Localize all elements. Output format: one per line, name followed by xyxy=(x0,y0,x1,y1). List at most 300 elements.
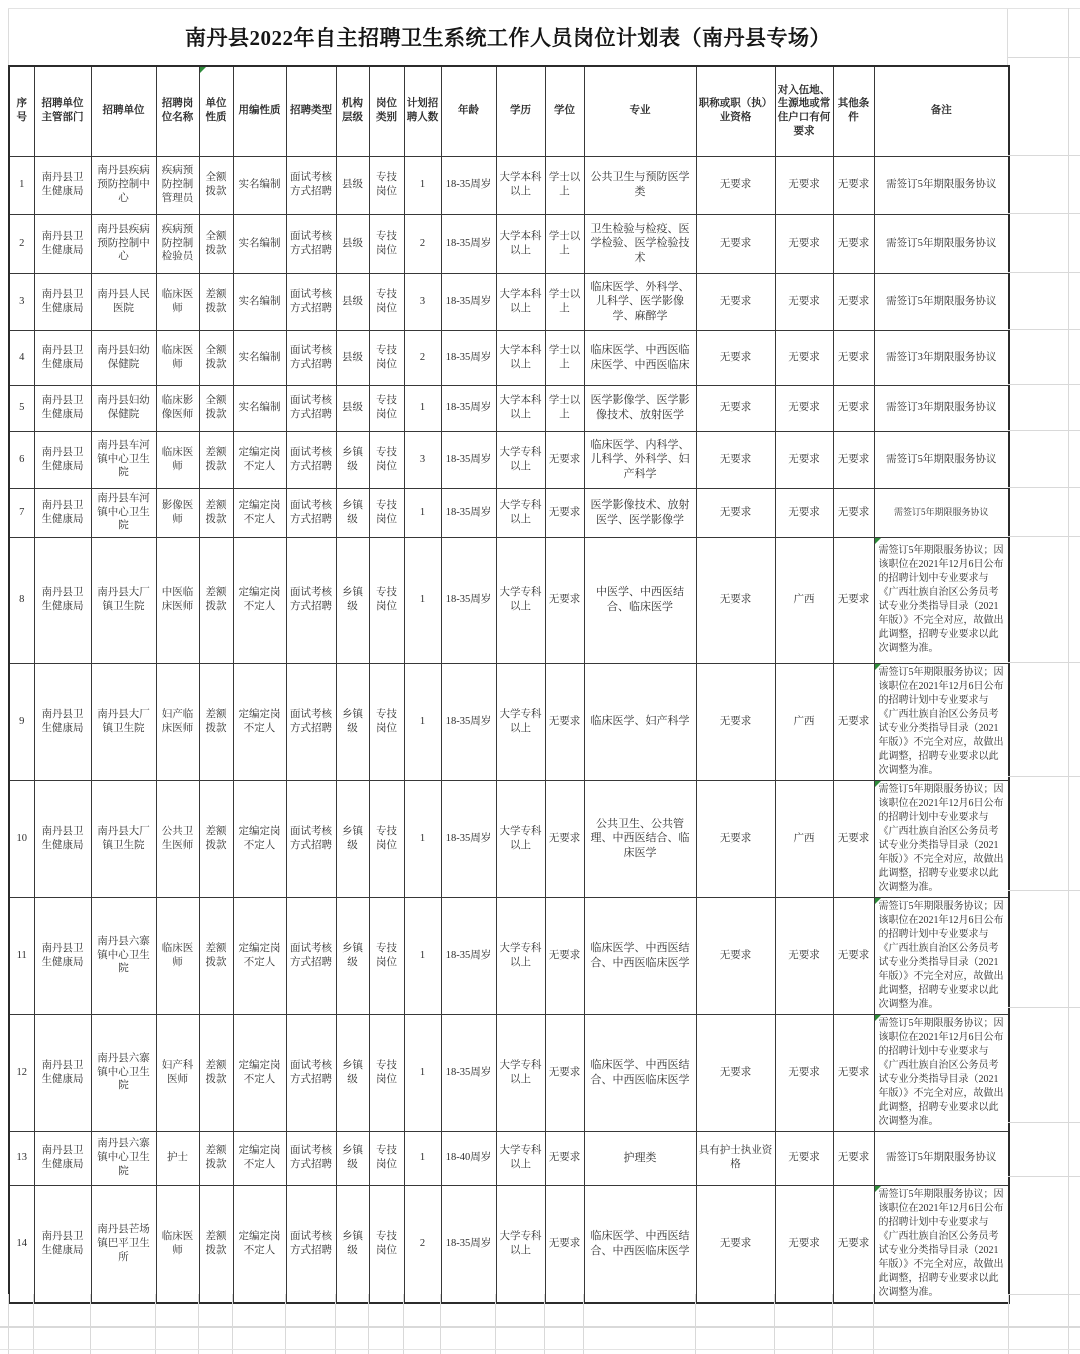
table-row xyxy=(9,385,1009,431)
cell-no: 10 xyxy=(9,780,34,897)
cell-staffing: 实名编制 xyxy=(233,156,286,214)
header-cell-edu: 学历 xyxy=(496,66,545,156)
cell-staffing: 实名编制 xyxy=(233,385,286,431)
table-row xyxy=(9,330,1009,385)
faint-gridline xyxy=(0,1326,1080,1328)
cell-marker-icon xyxy=(875,664,881,670)
cell-other: 无要求 xyxy=(833,156,874,214)
cell-unit_nature: 全额拨款 xyxy=(199,214,233,273)
header-row xyxy=(9,66,1009,156)
header-cell-qual: 职称或职（执）业资格 xyxy=(696,66,775,156)
cell-remark: 需签订5年期限服务协议；因该职位在2021年12月6日公布的招聘计划中专业要求与《广西壮族自治区公务员考试专业分类指导目录（2021年版）》不完全对应，故做出此调整，招聘专业要求以此次调整为准。 xyxy=(874,663,1009,780)
cell-degree: 学士以上 xyxy=(545,214,584,273)
cell-residency: 无要求 xyxy=(775,431,833,488)
cell-degree: 无要求 xyxy=(545,537,584,663)
cell-count: 1 xyxy=(404,663,441,780)
faint-gridline xyxy=(1008,890,1080,891)
cell-residency: 无要求 xyxy=(775,1131,833,1185)
cell-other: 无要求 xyxy=(833,537,874,663)
cell-qual: 无要求 xyxy=(696,663,775,780)
cell-qual: 无要求 xyxy=(696,1014,775,1131)
cell-dept: 南丹县卫生健康局 xyxy=(34,214,91,273)
cell-marker-icon xyxy=(200,67,206,73)
faint-gridline xyxy=(1008,487,1080,488)
cell-dept: 南丹县卫生健康局 xyxy=(34,1185,91,1303)
faint-gridline xyxy=(368,1294,369,1354)
cell-count: 1 xyxy=(404,488,441,537)
cell-rec_type: 面试考核方式招聘 xyxy=(286,897,336,1014)
cell-remark: 需签订3年期限服务协议 xyxy=(874,385,1009,431)
cell-unit_nature: 差额拨款 xyxy=(199,1014,233,1131)
cell-position: 疾病预防控制管理员 xyxy=(156,156,199,214)
cell-edu: 大学专科以上 xyxy=(496,488,545,537)
table-row xyxy=(9,663,1009,780)
cell-unit: 南丹县妇幼保健院 xyxy=(91,385,156,431)
cell-level: 乡镇级 xyxy=(336,1131,369,1185)
faint-gridline xyxy=(90,1294,91,1354)
faint-gridline xyxy=(1068,8,1069,1354)
faint-gridline xyxy=(1008,1122,1080,1123)
cell-age: 18-35周岁 xyxy=(441,1014,496,1131)
cell-count: 1 xyxy=(404,1014,441,1131)
cell-major: 临床医学、中西医结合、中西医临床医学 xyxy=(584,1185,696,1303)
header-cell-count: 计划招聘人数 xyxy=(404,66,441,156)
cell-edu: 大学本科以上 xyxy=(496,214,545,273)
cell-level: 乡镇级 xyxy=(336,431,369,488)
cell-major: 公共卫生、公共管理、中西医结合、临床医学 xyxy=(584,780,696,897)
cell-edu: 大学专科以上 xyxy=(496,1185,545,1303)
cell-level: 乡镇级 xyxy=(336,1185,369,1303)
cell-major: 临床医学、妇产科学 xyxy=(584,663,696,780)
cell-position: 影像医师 xyxy=(156,488,199,537)
cell-dept: 南丹县卫生健康局 xyxy=(34,488,91,537)
cell-rec_type: 面试考核方式招聘 xyxy=(286,780,336,897)
cell-age: 18-35周岁 xyxy=(441,330,496,385)
cell-rec_type: 面试考核方式招聘 xyxy=(286,214,336,273)
cell-degree: 学士以上 xyxy=(545,330,584,385)
faint-gridline xyxy=(232,1294,233,1354)
faint-gridline xyxy=(198,1294,199,1354)
cell-residency: 无要求 xyxy=(775,385,833,431)
cell-dept: 南丹县卫生健康局 xyxy=(34,156,91,214)
cell-major: 护理类 xyxy=(584,1131,696,1185)
cell-position: 妇产科医师 xyxy=(156,1014,199,1131)
cell-no: 2 xyxy=(9,214,34,273)
cell-residency: 无要求 xyxy=(775,330,833,385)
cell-qual: 无要求 xyxy=(696,897,775,1014)
cell-level: 乡镇级 xyxy=(336,1014,369,1131)
cell-major: 临床医学、外科学、儿科学、医学影像学、麻醉学 xyxy=(584,273,696,330)
cell-marker-icon xyxy=(875,781,881,787)
cell-age: 18-35周岁 xyxy=(441,663,496,780)
cell-edu: 大学专科以上 xyxy=(496,663,545,780)
cell-no: 7 xyxy=(9,488,34,537)
header-cell-remark: 备注 xyxy=(874,66,1009,156)
cell-unit_nature: 差额拨款 xyxy=(199,780,233,897)
cell-rec_type: 面试考核方式招聘 xyxy=(286,330,336,385)
cell-unit: 南丹县大厂镇卫生院 xyxy=(91,780,156,897)
faint-gridline xyxy=(1008,1294,1009,1354)
cell-no: 3 xyxy=(9,273,34,330)
faint-gridline xyxy=(495,1294,496,1354)
cell-level: 县级 xyxy=(336,156,369,214)
cell-remark: 需签订5年期限服务协议；因该职位在2021年12月6日公布的招聘计划中专业要求与《广西壮族自治区公务员考试专业分类指导目录（2021年版）》不完全对应，故做出此调整，招聘专业要求以此次调整为准。 xyxy=(874,780,1009,897)
cell-age: 18-35周岁 xyxy=(441,385,496,431)
cell-rec_type: 面试考核方式招聘 xyxy=(286,156,336,214)
cell-count: 1 xyxy=(404,385,441,431)
cell-post_cat: 专技岗位 xyxy=(369,156,404,214)
cell-count: 1 xyxy=(404,780,441,897)
faint-gridline xyxy=(335,1294,336,1354)
cell-staffing: 定编定岗不定人 xyxy=(233,1185,286,1303)
cell-position: 疾病预防控制检验员 xyxy=(156,214,199,273)
cell-rec_type: 面试考核方式招聘 xyxy=(286,431,336,488)
cell-remark: 需签订5年期限服务协议 xyxy=(874,156,1009,214)
cell-degree: 无要求 xyxy=(545,663,584,780)
faint-gridline xyxy=(1008,776,1080,777)
cell-staffing: 定编定岗不定人 xyxy=(233,431,286,488)
cell-post_cat: 专技岗位 xyxy=(369,273,404,330)
header-cell-degree: 学位 xyxy=(545,66,584,156)
cell-post_cat: 专技岗位 xyxy=(369,897,404,1014)
recruitment-table xyxy=(8,65,1010,1304)
cell-residency: 无要求 xyxy=(775,488,833,537)
header-cell-unit: 招聘单位 xyxy=(91,66,156,156)
cell-unit_nature: 差额拨款 xyxy=(199,537,233,663)
cell-post_cat: 专技岗位 xyxy=(369,1185,404,1303)
cell-age: 18-35周岁 xyxy=(441,897,496,1014)
cell-no: 1 xyxy=(9,156,34,214)
cell-dept: 南丹县卫生健康局 xyxy=(34,273,91,330)
cell-no: 12 xyxy=(9,1014,34,1131)
cell-count: 1 xyxy=(404,897,441,1014)
cell-unit: 南丹县车河镇中心卫生院 xyxy=(91,431,156,488)
cell-edu: 大学专科以上 xyxy=(496,897,545,1014)
cell-degree: 无要求 xyxy=(545,780,584,897)
cell-position: 临床医师 xyxy=(156,273,199,330)
cell-staffing: 定编定岗不定人 xyxy=(233,488,286,537)
header-cell-position: 招聘岗位名称 xyxy=(156,66,199,156)
cell-unit_nature: 差额拨款 xyxy=(199,663,233,780)
header-cell-level: 机构层级 xyxy=(336,66,369,156)
cell-level: 县级 xyxy=(336,385,369,431)
cell-staffing: 定编定岗不定人 xyxy=(233,1131,286,1185)
cell-remark: 需签订5年期限服务协议；因该职位在2021年12月6日公布的招聘计划中专业要求与《广西壮族自治区公务员考试专业分类指导目录（2021年版）》不完全对应，故做出此调整，招聘专业要求以此次调整为准。 xyxy=(874,1185,1009,1303)
table-row xyxy=(9,1131,1009,1185)
faint-gridline xyxy=(0,1349,1080,1350)
cell-rec_type: 面试考核方式招聘 xyxy=(286,488,336,537)
cell-dept: 南丹县卫生健康局 xyxy=(34,780,91,897)
table-row xyxy=(9,780,1009,897)
cell-residency: 无要求 xyxy=(775,897,833,1014)
cell-remark: 需签订5年期限服务协议；因该职位在2021年12月6日公布的招聘计划中专业要求与《广西壮族自治区公务员考试专业分类指导目录（2021年版）》不完全对应，故做出此调整，招聘专业要求以此次调整为准。 xyxy=(874,537,1009,663)
cell-staffing: 定编定岗不定人 xyxy=(233,897,286,1014)
cell-marker-icon xyxy=(875,1186,881,1192)
table-row xyxy=(9,273,1009,330)
cell-qual: 无要求 xyxy=(696,273,775,330)
cell-major: 临床医学、中西医结合、中西医临床医学 xyxy=(584,897,696,1014)
cell-degree: 无要求 xyxy=(545,431,584,488)
cell-unit: 南丹县妇幼保健院 xyxy=(91,330,156,385)
cell-major: 临床医学、内科学、儿科学、外科学、妇产科学 xyxy=(584,431,696,488)
cell-other: 无要求 xyxy=(833,1131,874,1185)
cell-post_cat: 专技岗位 xyxy=(369,537,404,663)
cell-staffing: 定编定岗不定人 xyxy=(233,1014,286,1131)
faint-gridline xyxy=(1008,1294,1080,1295)
cell-edu: 大学专科以上 xyxy=(496,1131,545,1185)
cell-major: 医学影像技术、放射医学、医学影像学 xyxy=(584,488,696,537)
cell-dept: 南丹县卫生健康局 xyxy=(34,537,91,663)
faint-gridline xyxy=(1008,272,1080,273)
faint-gridline xyxy=(1008,1007,1080,1008)
cell-unit: 南丹县大厂镇卫生院 xyxy=(91,537,156,663)
faint-gridline xyxy=(873,1294,874,1354)
faint-gridline xyxy=(1008,213,1080,214)
cell-marker-icon xyxy=(875,898,881,904)
header-cell-post_cat: 岗位类别 xyxy=(369,66,404,156)
cell-other: 无要求 xyxy=(833,780,874,897)
cell-other: 无要求 xyxy=(833,214,874,273)
cell-position: 临床医师 xyxy=(156,897,199,1014)
cell-level: 县级 xyxy=(336,273,369,330)
cell-qual: 无要求 xyxy=(696,488,775,537)
cell-dept: 南丹县卫生健康局 xyxy=(34,431,91,488)
table-row xyxy=(9,156,1009,214)
cell-edu: 大学本科以上 xyxy=(496,273,545,330)
cell-age: 18-35周岁 xyxy=(441,431,496,488)
cell-count: 1 xyxy=(404,537,441,663)
cell-degree: 无要求 xyxy=(545,1014,584,1131)
cell-post_cat: 专技岗位 xyxy=(369,1131,404,1185)
faint-gridline xyxy=(403,1294,404,1354)
faint-gridline xyxy=(544,1294,545,1354)
cell-level: 县级 xyxy=(336,214,369,273)
cell-degree: 学士以上 xyxy=(545,156,584,214)
cell-post_cat: 专技岗位 xyxy=(369,385,404,431)
cell-unit_nature: 差额拨款 xyxy=(199,431,233,488)
cell-degree: 学士以上 xyxy=(545,385,584,431)
cell-other: 无要求 xyxy=(833,385,874,431)
cell-no: 4 xyxy=(9,330,34,385)
cell-unit_nature: 全额拨款 xyxy=(199,330,233,385)
cell-residency: 无要求 xyxy=(775,1014,833,1131)
cell-level: 县级 xyxy=(336,330,369,385)
cell-level: 乡镇级 xyxy=(336,488,369,537)
page-title: 南丹县2022年自主招聘卫生系统工作人员岗位计划表（南丹县专场） xyxy=(8,8,1008,65)
cell-rec_type: 面试考核方式招聘 xyxy=(286,273,336,330)
cell-count: 1 xyxy=(404,1131,441,1185)
faint-gridline xyxy=(1008,155,1080,156)
cell-edu: 大学专科以上 xyxy=(496,537,545,663)
cell-post_cat: 专技岗位 xyxy=(369,780,404,897)
table-row xyxy=(9,488,1009,537)
cell-major: 医学影像学、医学影像技术、放射医学 xyxy=(584,385,696,431)
faint-gridline xyxy=(8,8,1080,9)
cell-degree: 无要求 xyxy=(545,1185,584,1303)
cell-residency: 广西 xyxy=(775,537,833,663)
cell-level: 乡镇级 xyxy=(336,897,369,1014)
cell-post_cat: 专技岗位 xyxy=(369,431,404,488)
cell-age: 18-35周岁 xyxy=(441,273,496,330)
cell-rec_type: 面试考核方式招聘 xyxy=(286,537,336,663)
cell-rec_type: 面试考核方式招聘 xyxy=(286,385,336,431)
cell-post_cat: 专技岗位 xyxy=(369,214,404,273)
header-cell-age: 年龄 xyxy=(441,66,496,156)
cell-remark: 需签订5年期限服务协议；因该职位在2021年12月6日公布的招聘计划中专业要求与《广西壮族自治区公务员考试专业分类指导目录（2021年版）》不完全对应，故做出此调整，招聘专业要求以此次调整为准。 xyxy=(874,1014,1009,1131)
faint-gridline xyxy=(1008,536,1080,537)
cell-count: 2 xyxy=(404,214,441,273)
cell-no: 11 xyxy=(9,897,34,1014)
cell-other: 无要求 xyxy=(833,1014,874,1131)
cell-no: 5 xyxy=(9,385,34,431)
cell-level: 乡镇级 xyxy=(336,537,369,663)
cell-no: 6 xyxy=(9,431,34,488)
cell-remark: 需签订5年期限服务协议 xyxy=(874,273,1009,330)
cell-residency: 广西 xyxy=(775,780,833,897)
faint-gridline xyxy=(1008,662,1080,663)
faint-gridline xyxy=(33,1294,34,1354)
faint-gridline xyxy=(774,1294,775,1354)
cell-level: 乡镇级 xyxy=(336,663,369,780)
cell-dept: 南丹县卫生健康局 xyxy=(34,897,91,1014)
cell-qual: 无要求 xyxy=(696,156,775,214)
cell-major: 中医学、中西医结合、临床医学 xyxy=(584,537,696,663)
cell-position: 临床影像医师 xyxy=(156,385,199,431)
faint-gridline xyxy=(8,1294,9,1354)
cell-edu: 大学本科以上 xyxy=(496,385,545,431)
cell-edu: 大学专科以上 xyxy=(496,780,545,897)
cell-staffing: 实名编制 xyxy=(233,214,286,273)
cell-count: 1 xyxy=(404,156,441,214)
cell-unit: 南丹县芒场镇巴平卫生所 xyxy=(91,1185,156,1303)
cell-position: 公共卫生医师 xyxy=(156,780,199,897)
cell-major: 公共卫生与预防医学类 xyxy=(584,156,696,214)
cell-age: 18-40周岁 xyxy=(441,1131,496,1185)
cell-edu: 大学本科以上 xyxy=(496,330,545,385)
cell-qual: 无要求 xyxy=(696,780,775,897)
cell-qual: 无要求 xyxy=(696,385,775,431)
cell-major: 卫生检验与检疫、医学检验、医学检验技术 xyxy=(584,214,696,273)
cell-position: 临床医师 xyxy=(156,1185,199,1303)
faint-gridline xyxy=(1008,384,1080,385)
cell-unit: 南丹县疾病预防控制中心 xyxy=(91,214,156,273)
cell-count: 2 xyxy=(404,1185,441,1303)
cell-residency: 无要求 xyxy=(775,273,833,330)
faint-gridline xyxy=(155,1294,156,1354)
faint-gridline xyxy=(695,1294,696,1354)
cell-age: 18-35周岁 xyxy=(441,214,496,273)
cell-level: 乡镇级 xyxy=(336,780,369,897)
cell-residency: 无要求 xyxy=(775,214,833,273)
cell-no: 9 xyxy=(9,663,34,780)
cell-rec_type: 面试考核方式招聘 xyxy=(286,1014,336,1131)
cell-staffing: 定编定岗不定人 xyxy=(233,537,286,663)
cell-remark: 需签订3年期限服务协议 xyxy=(874,330,1009,385)
header-cell-rec_type: 招聘类型 xyxy=(286,66,336,156)
cell-unit: 南丹县人民医院 xyxy=(91,273,156,330)
cell-position: 临床医师 xyxy=(156,431,199,488)
cell-age: 18-35周岁 xyxy=(441,488,496,537)
faint-gridline xyxy=(440,1294,441,1354)
header-cell-unit_nature: 单位性质 xyxy=(199,66,233,156)
cell-staffing: 定编定岗不定人 xyxy=(233,780,286,897)
cell-unit_nature: 差额拨款 xyxy=(199,273,233,330)
cell-remark: 需签订5年期限服务协议 xyxy=(874,1131,1009,1185)
cell-qual: 无要求 xyxy=(696,1185,775,1303)
header-cell-dept: 招聘单位主管部门 xyxy=(34,66,91,156)
cell-remark: 需签订5年期限服务协议；因该职位在2021年12月6日公布的招聘计划中专业要求与《广西壮族自治区公务员考试专业分类指导目录（2021年版）》不完全对应，故做出此调整，招聘专业要求以此次调整为准。 xyxy=(874,897,1009,1014)
cell-dept: 南丹县卫生健康局 xyxy=(34,1131,91,1185)
cell-degree: 无要求 xyxy=(545,1131,584,1185)
cell-dept: 南丹县卫生健康局 xyxy=(34,1014,91,1131)
cell-edu: 大学专科以上 xyxy=(496,1014,545,1131)
cell-other: 无要求 xyxy=(833,330,874,385)
cell-age: 18-35周岁 xyxy=(441,156,496,214)
cell-staffing: 实名编制 xyxy=(233,273,286,330)
header-cell-residency: 对入伍地、生源地或常住户口有何要求 xyxy=(775,66,833,156)
cell-unit_nature: 差额拨款 xyxy=(199,1185,233,1303)
cell-other: 无要求 xyxy=(833,1185,874,1303)
cell-no: 13 xyxy=(9,1131,34,1185)
faint-gridline xyxy=(1008,57,1080,58)
cell-marker-icon xyxy=(875,538,881,544)
cell-count: 3 xyxy=(404,431,441,488)
faint-gridline xyxy=(1008,430,1080,431)
cell-other: 无要求 xyxy=(833,431,874,488)
cell-degree: 无要求 xyxy=(545,897,584,1014)
cell-degree: 无要求 xyxy=(545,488,584,537)
cell-age: 18-35周岁 xyxy=(441,537,496,663)
cell-qual: 无要求 xyxy=(696,214,775,273)
table-row xyxy=(9,431,1009,488)
cell-no: 8 xyxy=(9,537,34,663)
cell-unit_nature: 差额拨款 xyxy=(199,1131,233,1185)
cell-major: 临床医学、中西医临床医学、中西医临床 xyxy=(584,330,696,385)
faint-gridline xyxy=(1008,1176,1080,1177)
cell-position: 临床医师 xyxy=(156,330,199,385)
cell-unit_nature: 全额拨款 xyxy=(199,156,233,214)
cell-count: 2 xyxy=(404,330,441,385)
cell-other: 无要求 xyxy=(833,663,874,780)
cell-unit: 南丹县大厂镇卫生院 xyxy=(91,663,156,780)
cell-position: 妇产临床医师 xyxy=(156,663,199,780)
faint-gridline xyxy=(285,1294,286,1354)
cell-remark: 需签订5年期限服务协议 xyxy=(874,214,1009,273)
cell-unit_nature: 全额拨款 xyxy=(199,385,233,431)
cell-degree: 学士以上 xyxy=(545,273,584,330)
faint-gridline xyxy=(1008,329,1080,330)
cell-edu: 大学专科以上 xyxy=(496,431,545,488)
cell-unit: 南丹县疾病预防控制中心 xyxy=(91,156,156,214)
cell-other: 无要求 xyxy=(833,273,874,330)
cell-count: 3 xyxy=(404,273,441,330)
cell-edu: 大学本科以上 xyxy=(496,156,545,214)
cell-age: 18-35周岁 xyxy=(441,780,496,897)
cell-unit: 南丹县六寨镇中心卫生院 xyxy=(91,897,156,1014)
cell-post_cat: 专技岗位 xyxy=(369,488,404,537)
faint-gridline xyxy=(832,1294,833,1354)
cell-remark: 需签订5年期限服务协议 xyxy=(874,431,1009,488)
cell-rec_type: 面试考核方式招聘 xyxy=(286,1131,336,1185)
cell-unit: 南丹县六寨镇中心卫生院 xyxy=(91,1131,156,1185)
cell-no: 14 xyxy=(9,1185,34,1303)
cell-position: 护士 xyxy=(156,1131,199,1185)
faint-gridline xyxy=(583,1294,584,1354)
cell-residency: 无要求 xyxy=(775,156,833,214)
cell-remark: 需签订5年期限服务协议 xyxy=(874,488,1009,537)
table-row xyxy=(9,537,1009,663)
table-row xyxy=(9,214,1009,273)
